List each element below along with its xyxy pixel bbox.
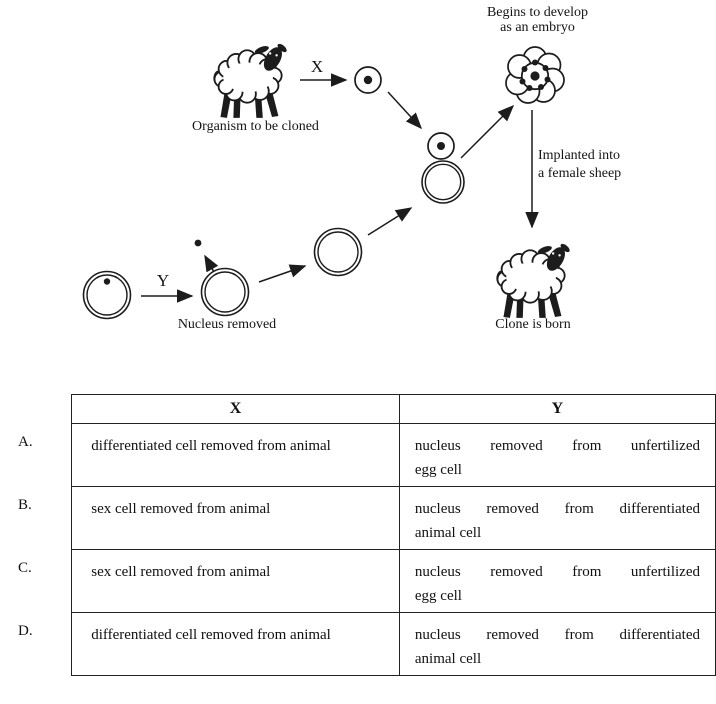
option-b-x-text: sex cell removed from animal [72,487,400,550]
arrow-empty-to-fusion [368,208,411,235]
answer-option-d[interactable] [10,613,716,676]
donor-cell-icon [355,67,381,93]
implanted-label [538,147,621,182]
nucleus-removed-label: Nucleus removed [177,317,277,332]
organism-to-be-cloned-label: Organism to be cloned [192,119,319,134]
option-a-y-text: nucleus removed from unfertilized egg cell [399,424,715,487]
empty-egg-cell-icon [315,229,362,276]
option-a-x-text: differentiated cell removed from animal [72,424,400,487]
arrow-donor-cell-to-fusion [388,92,421,128]
option-c-x-text: sex cell removed from animal [72,550,400,613]
clone-sheep-icon [495,242,571,318]
arrow-fusion-to-embryo [461,106,513,158]
arrow-enucleated-to-empty [259,266,305,282]
egg-cell-icon [84,272,131,319]
header-spacer-cell [10,395,72,424]
begins-embryo-line2: as an embryo [500,20,575,35]
option-letter[interactable]: A. [18,433,33,450]
option-c-y-text: nucleus removed from unfertilized egg cell [399,550,715,613]
answer-option-b[interactable] [10,487,716,550]
donor-sheep-icon [212,42,288,118]
option-d-x-text: differentiated cell removed from animal [72,613,400,676]
option-b-y-text: nucleus removed from differentiated animal cell [399,487,715,550]
removed-nucleus-dot [195,240,202,247]
answer-table-header-row [10,395,716,424]
answer-table-area [10,394,716,676]
answer-option-a[interactable] [10,424,716,487]
answer-option-c[interactable] [10,550,716,613]
clone-is-born-label: Clone is born [495,317,571,332]
enucleated-egg-cell-icon [202,269,249,316]
column-header-y: Y [399,395,715,424]
y-step-label: Y [156,271,170,290]
embryo-icon [506,47,564,103]
x-step-label: X [310,57,324,76]
answer-table [10,394,716,676]
option-letter[interactable]: B. [18,496,32,513]
option-d-y-text: nucleus removed from differentiated animal cell [399,613,715,676]
option-letter[interactable]: D. [18,622,33,639]
implanted-line2: a female sheep [538,165,622,181]
fused-cell-pair-icon [422,133,464,203]
implanted-line1: Implanted into [538,148,621,163]
begins-embryo-line1: Begins to develop [486,5,589,20]
column-header-x: X [72,395,400,424]
option-letter[interactable]: C. [18,559,32,576]
begins-embryo-label [455,5,620,35]
